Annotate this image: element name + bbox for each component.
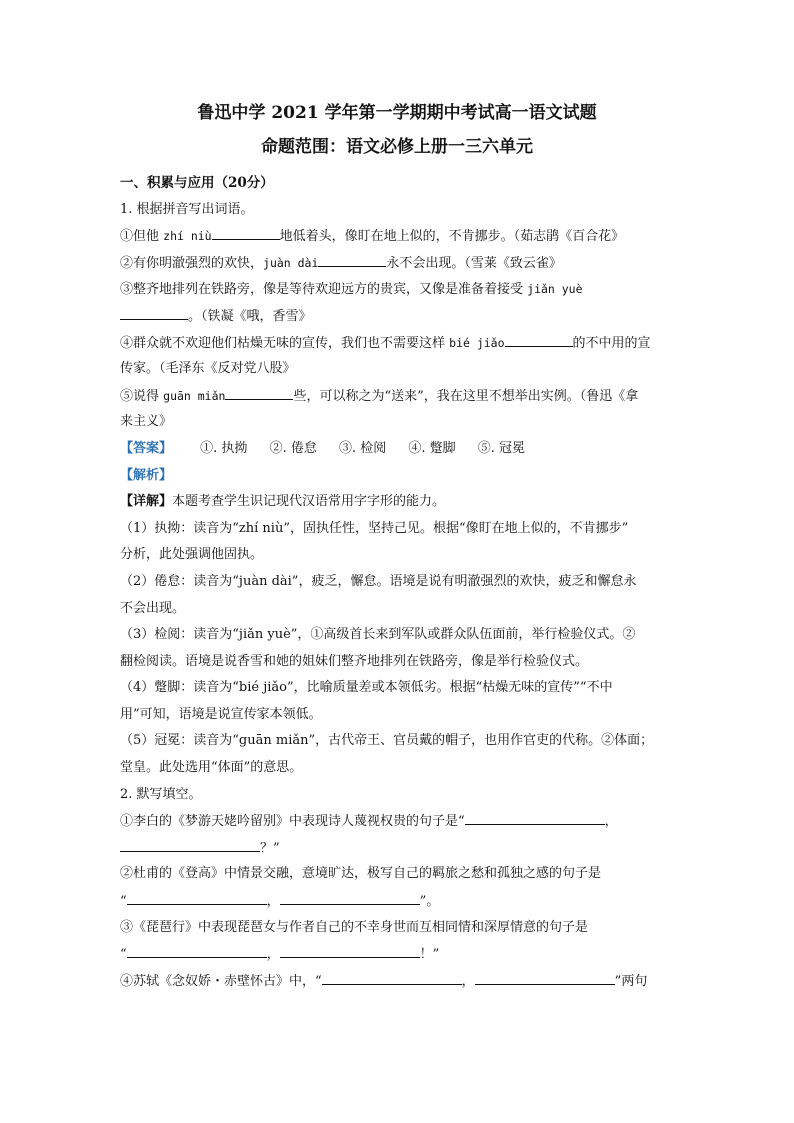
q2-item-1 xyxy=(120,808,680,835)
q2-item-3-blank-a xyxy=(127,941,267,958)
q2-item-2: ②杜甫的《登高》中情景交融，意境旷达，极写自己的羁旅之愁和孤独之感的句子是 xyxy=(120,866,602,882)
q1-item-2-blank xyxy=(318,250,386,267)
q1-item-1-blank xyxy=(212,223,280,240)
answer-item: ①. 执拗 xyxy=(200,440,248,456)
q2-item-3-cont xyxy=(120,941,680,968)
q1-item-1-pinyin: zhí niù xyxy=(163,229,212,244)
explanation-line: 堂皇。此处选用“体面”的意思。 xyxy=(120,760,303,776)
q1-item-2 xyxy=(120,250,680,277)
q2-item-3: ③《琵琶行》中表现琵琶女与作者自己的不幸身世而互相同情和深厚情意的句子是 xyxy=(120,919,589,935)
q2-item-2-open: “ xyxy=(120,894,127,910)
detail-intro: 本题考查学生识记现代汉语常用字字形的能力。 xyxy=(172,494,446,510)
q2-item-4-comma: ， xyxy=(461,973,475,989)
q2-item-4 xyxy=(120,968,680,995)
document-body xyxy=(120,170,680,994)
detail-label: 【详解】 xyxy=(120,494,173,510)
q1-item-2-suffix: 永不会出现。（雪莱《致云雀》 xyxy=(386,255,562,271)
question-2-stem: 2. 默写填空。 xyxy=(120,786,202,802)
q2-item-1-text: ①李白的《梦游天姥吟留别》中表现诗人蔑视权贵的句子是“ xyxy=(120,814,465,830)
answer-item: ③. 检阅 xyxy=(338,440,387,456)
q2-item-3-open: “ xyxy=(120,947,127,963)
explanation-line: （5）冠冕：读音为“guān miǎn”，古代帝王、官员戴的帽子，也用作官吏的代称。②体面； xyxy=(120,733,654,749)
q1-item-4 xyxy=(120,330,680,357)
q1-item-2-prefix: ②有你明澈强烈的欢快， xyxy=(120,255,264,271)
answer-item: ④. 蹩脚 xyxy=(408,440,456,456)
explanation-line: 用”可知，语境是说宣传家本领低。 xyxy=(120,706,322,722)
q2-item-2-blank-a xyxy=(127,888,267,905)
q1-item-4-cont: 传家。（毛泽东《反对党八股》 xyxy=(120,361,296,377)
explanation-line: （4）蹩脚：读音为“bié jiǎo”，比喻质量差或本领低劣。根据“枯燥无味的宣传”“不中 xyxy=(120,680,613,696)
q1-item-4-pinyin: bié jiǎo xyxy=(449,335,505,350)
answer-item: ②. 倦怠 xyxy=(269,440,317,456)
answer-label: 【答案】 xyxy=(120,440,173,456)
q1-item-2-pinyin: juàn dài xyxy=(263,255,319,270)
q1-item-5 xyxy=(120,383,680,410)
q1-item-4-blank xyxy=(505,330,573,347)
q1-item-3 xyxy=(120,276,680,303)
q2-item-2-cont xyxy=(120,888,680,915)
q1-item-4-prefix: ④群众就不欢迎他们枯燥无味的宣传，我们也不需要这样 xyxy=(120,335,450,351)
explanation-line: 翻检阅读。语境是说香雪和她的姐妹们整齐地排列在铁路旁，像是举行检验仪式。 xyxy=(120,653,589,669)
q2-item-1-cont xyxy=(120,835,680,862)
q1-item-3-line1: ③整齐地排列在铁路旁，像是等待欢迎远方的贵宾，又像是准备着接受 xyxy=(120,282,528,298)
analysis-label: 【解析】 xyxy=(120,467,173,483)
question-1-stem: 1. 根据拼音写出词语。 xyxy=(120,201,254,217)
q2-item-2-end: ”。 xyxy=(419,894,440,910)
q2-item-4-end: ”两句 xyxy=(614,973,648,989)
q1-item-5-suffix: 些，可以称之为“送来”，我在这里不想举出实例。（鲁迅《拿 xyxy=(293,388,639,404)
explanation-line: 不会出现。 xyxy=(120,600,186,616)
q2-item-3-comma: ， xyxy=(266,947,280,963)
q1-item-5-cont: 来主义》 xyxy=(120,414,173,430)
q1-item-5-pinyin: guān miǎn xyxy=(163,388,226,403)
explanation-line: 分析，此处强调他固执。 xyxy=(120,547,264,563)
q1-item-1-suffix: 地低着头，像盯在地上似的，不肯挪步。（茹志鹃《百合花》 xyxy=(279,229,625,245)
section-heading: 一、积累与应用（20分） xyxy=(120,175,274,191)
answer-row xyxy=(120,436,680,463)
q2-item-3-end: ！” xyxy=(419,947,440,963)
detail-row xyxy=(120,489,680,516)
q1-item-5-blank xyxy=(225,383,293,400)
explanation-line: （1）执拗：读音为“zhí niù”，固执任性，坚持己见。根据“像盯在地上似的，不肯挪步” xyxy=(120,520,629,536)
q1-item-3-blank xyxy=(120,303,188,320)
q1-item-1-prefix: ①但他 xyxy=(120,229,164,245)
q2-item-2-comma: ， xyxy=(266,894,280,910)
q2-item-2-blank-b xyxy=(280,888,420,905)
q2-item-1-end: ？” xyxy=(260,840,280,856)
page-subtitle: 命题范围：语文必修上册一三六单元 xyxy=(261,137,533,157)
page-title: 鲁迅中学 2021 学年第一学期期中考试高一语文试题 xyxy=(197,103,597,123)
q2-item-4-text: ④苏轼《念奴娇・赤壁怀古》中，“ xyxy=(120,973,322,989)
q2-item-1-blank-a xyxy=(465,808,605,825)
q1-item-4-suffix: 的不中用的宣 xyxy=(572,335,651,351)
q2-item-4-blank-b xyxy=(475,968,615,985)
q1-item-3-line2: 。（铁凝《哦，香雪》 xyxy=(188,308,312,324)
q1-item-5-prefix: ⑤说得 xyxy=(120,388,164,404)
q1-item-3-pinyin: jiǎn yuè xyxy=(527,282,583,297)
q2-item-3-blank-b xyxy=(280,941,420,958)
q2-item-1-blank-b xyxy=(120,835,260,852)
explanation-line: （2）倦怠：读音为“juàn dài”，疲乏，懈怠。语境是说有明澈强烈的欢快，疲乏和懈怠永 xyxy=(120,573,637,589)
q2-item-4-blank-a xyxy=(322,968,462,985)
q1-item-1 xyxy=(120,223,680,250)
q2-item-1-comma: ， xyxy=(604,814,618,830)
answer-item: ⑤. 冠冕 xyxy=(477,440,526,456)
explanation-line: （3）检阅：读音为“jiǎn yuè”，①高级首长来到军队或群众队伍面前，举行检验仪式。② xyxy=(120,627,636,643)
q1-item-3-cont xyxy=(120,303,680,330)
